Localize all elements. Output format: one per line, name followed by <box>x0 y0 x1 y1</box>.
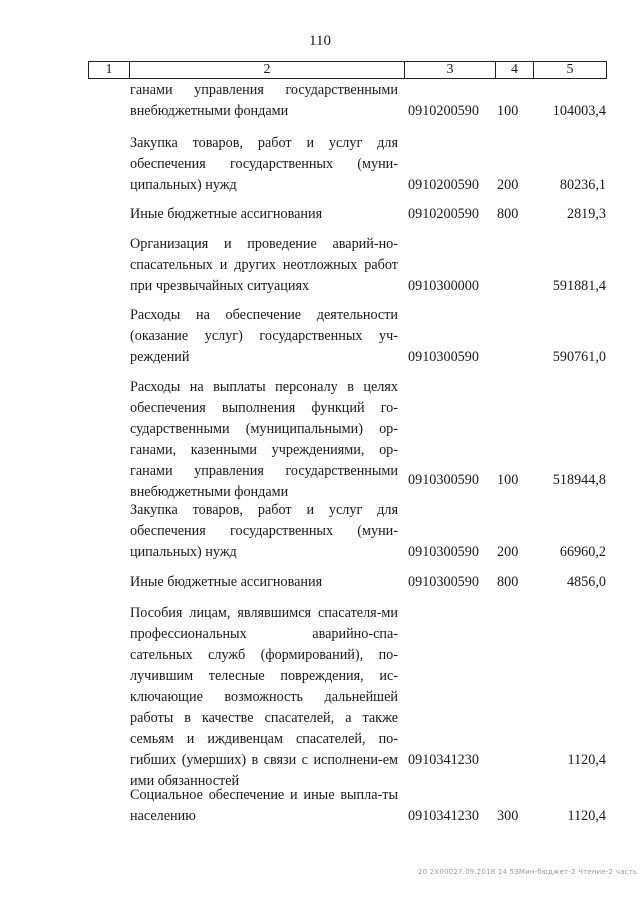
row-amount: 1120,4 <box>567 752 606 768</box>
row-description: Социальное обеспечение и иные выпла-ты населению <box>130 787 398 824</box>
row-code: 0910300590 <box>408 472 479 488</box>
header-col-5: 5 <box>566 62 574 77</box>
table-header <box>88 61 607 79</box>
row-amount: 2819,3 <box>566 206 606 222</box>
table-row <box>0 133 640 196</box>
row-code: 0910300000 <box>408 278 479 294</box>
row-description: Расходы на выплаты персоналу в целях обеспечения выполнения функций го-сударственными (муниципальными) ор-ганами, казенными учреждениями, ор-ганами управления государственными внебюджетными фондами <box>130 379 398 500</box>
row-code: 0910300590 <box>408 349 479 365</box>
row-type: 200 <box>497 544 519 560</box>
row-amount: 4856,0 <box>566 574 606 590</box>
row-description: Закупка товаров, работ и услуг для обеспечения государственных (муни-ципальных) нужд <box>130 135 398 193</box>
row-amount: 591881,4 <box>552 278 606 294</box>
row-description: Иные бюджетные ассигнования <box>130 574 323 590</box>
row-description: Организация и проведение аварий-но-спасательных и других неотложных работ при чрезвычайных ситуациях <box>130 236 398 294</box>
footer-stamp: 20 2X00027.09.2018 14 53Мин-бюджет-2 Чтение-2 часть <box>418 868 638 876</box>
row-type: 800 <box>497 206 519 222</box>
row-description: ганами управления государственными внебюджетными фондами <box>130 82 398 119</box>
table-row <box>0 377 640 500</box>
row-description: Расходы на обеспечение деятельности (оказание услуг) государственных уч-реждений <box>130 307 398 365</box>
row-type: 300 <box>497 808 519 824</box>
table-row <box>0 603 640 789</box>
table-row <box>0 500 640 563</box>
row-description: Иные бюджетные ассигнования <box>130 206 323 222</box>
row-type: 100 <box>497 103 519 119</box>
row-amount: 104003,4 <box>552 103 606 119</box>
row-type: 800 <box>497 574 519 590</box>
row-type: 100 <box>497 472 519 488</box>
row-description: Закупка товаров, работ и услуг для обеспечения государственных (муни-ципальных) нужд <box>130 502 398 560</box>
row-amount: 1120,4 <box>567 808 606 824</box>
row-code: 0910200590 <box>408 206 479 222</box>
table-row <box>0 234 640 297</box>
row-amount: 66960,2 <box>559 544 606 560</box>
header-col-3: 3 <box>405 62 496 78</box>
page-number: 110 <box>309 33 331 49</box>
row-code: 0910341230 <box>408 808 479 824</box>
table-row <box>0 305 640 368</box>
header-col-2: 2 <box>130 62 405 78</box>
table-row <box>0 204 640 225</box>
row-amount: 80236,1 <box>559 177 606 193</box>
row-code: 0910200590 <box>408 177 479 193</box>
row-description: Пособия лицам, являвшимся спасателя-ми профессиональных аварийно-спа-сательных служб (формирований), по-лучившим телесные повреждения, ис-ключающие возможность дальнейшей работы в качестве спасателей, а также семьям и иждивенцам спасателей, по-гибших (умерших) в связи с исполнени-ем ими обязанностей <box>130 605 398 789</box>
row-code: 0910300590 <box>408 574 479 590</box>
row-type: 200 <box>497 177 519 193</box>
table-row <box>0 785 640 827</box>
header-col-1: 1 <box>89 62 130 78</box>
row-code: 0910200590 <box>408 103 479 119</box>
table-row <box>0 572 640 593</box>
header-col-4: 4 <box>496 62 534 78</box>
table-row <box>0 80 640 122</box>
row-code: 0910341230 <box>408 752 479 768</box>
row-code: 0910300590 <box>408 544 479 560</box>
row-amount: 590761,0 <box>552 349 606 365</box>
row-amount: 518944,8 <box>552 472 606 488</box>
